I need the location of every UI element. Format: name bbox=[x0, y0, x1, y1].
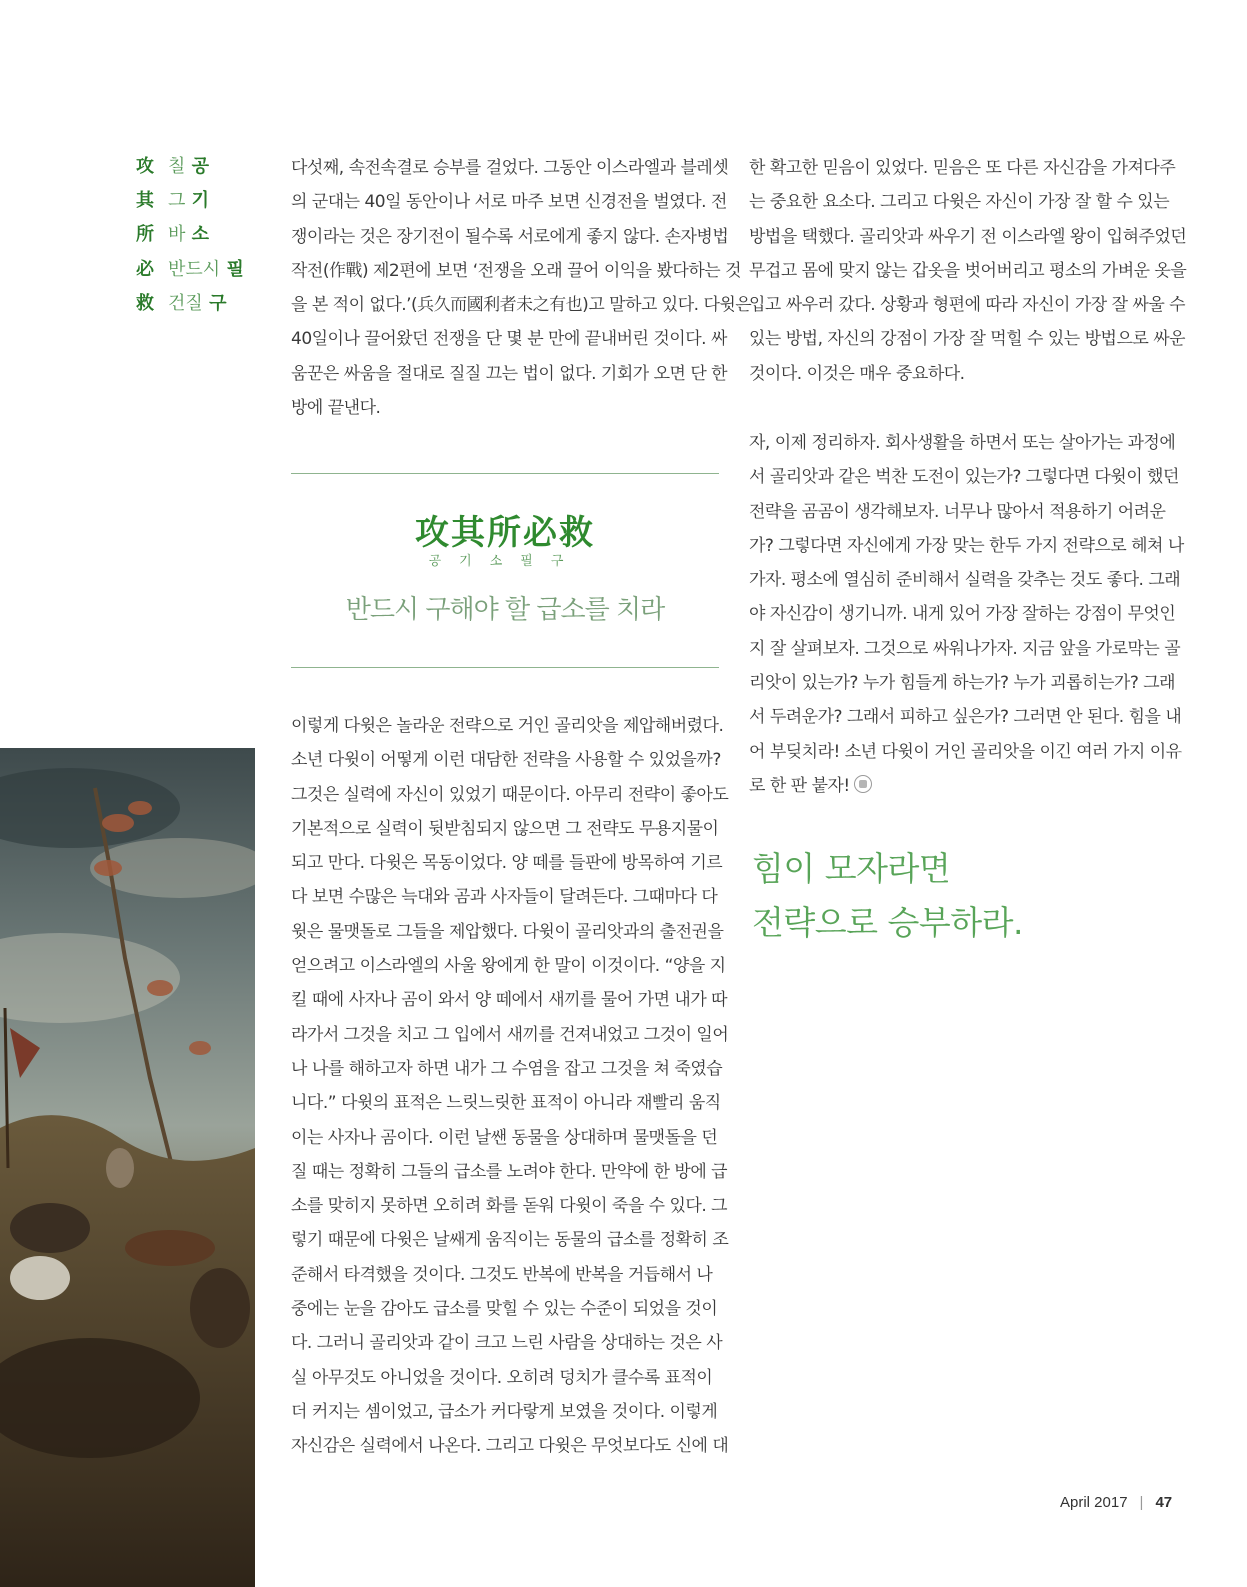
text-line: 자, 이제 정리하자. 회사생활을 하면서 또는 살아가는 과정에 bbox=[749, 433, 1176, 453]
gloss-reading: 필 bbox=[226, 258, 244, 280]
text-line: 라가서 그것을 치고 그 입에서 새끼를 건져내었고 그것이 일어 bbox=[291, 1024, 729, 1045]
gloss-reading: 소 bbox=[191, 224, 210, 246]
text-line: 얻으려고 이스라엘의 사울 왕에게 한 말이 이것이다. “양을 지 bbox=[291, 956, 726, 977]
pull-quote bbox=[752, 842, 1023, 950]
gloss-hanja: 其 bbox=[136, 190, 154, 212]
body-text-right-top bbox=[749, 151, 1186, 391]
text-line: 실 아무것도 아니었을 것이다. 오히려 덩치가 클수록 표적이 bbox=[291, 1367, 713, 1388]
gloss-meaning: 칠 bbox=[168, 156, 186, 177]
text-line: 다. 그러니 골리앗과 같이 크고 느린 사람을 상대하는 것은 사 bbox=[291, 1333, 723, 1354]
text-line: 다섯째, 속전속결로 승부를 걸었다. 그동안 이스라엘과 블레셋 bbox=[291, 158, 729, 178]
text-line: 소를 맞히지 못하면 오히려 화를 돋워 다윗이 죽을 수 있다. 그 bbox=[291, 1196, 728, 1217]
text-line: 는 중요한 요소다. 그리고 다윗은 자신이 가장 잘 할 수 있는 bbox=[749, 192, 1170, 213]
body-text-right-bottom bbox=[749, 426, 1184, 803]
text-line: 움꾼은 싸움을 절대로 질질 끄는 법이 없다. 기회가 오면 단 한 bbox=[291, 363, 728, 384]
text-line: 지 잘 살펴보자. 그것으로 싸워나가자. 지금 앞을 가로막는 골 bbox=[749, 638, 1181, 659]
text-line: 작전(作戰) 제2편에 보면 ‘전쟁을 오래 끌어 이익을 봤다하는 것 bbox=[291, 260, 741, 281]
gloss-row bbox=[136, 253, 266, 287]
text-line: 서 골리앗과 같은 벅찬 도전이 있는가? 그렇다면 다윗이 했던 bbox=[749, 467, 1179, 488]
gloss-row bbox=[136, 184, 266, 218]
text-line: 중에는 눈을 감아도 급소를 맞힐 수 있는 수준이 되었을 것이 bbox=[291, 1299, 718, 1320]
headline-reading: 공기소필구 bbox=[428, 554, 582, 569]
text-line: 질 때는 정확히 그들의 급소를 노려야 한다. 만약에 한 방에 급 bbox=[291, 1161, 728, 1182]
text-line: 나 나를 해하고자 하면 내가 그 수염을 잡고 그것을 쳐 죽였습 bbox=[291, 1058, 723, 1079]
pull-quote-line-1: 힘이 모자라면 bbox=[752, 849, 951, 888]
body-text-middle-top bbox=[291, 151, 751, 425]
gloss-meaning: 바 bbox=[168, 224, 186, 246]
gloss-hanja: 必 bbox=[136, 258, 154, 280]
gloss-row bbox=[136, 218, 266, 252]
body-text-middle-bottom bbox=[291, 709, 728, 1464]
end-mark-icon bbox=[854, 775, 872, 793]
text-line: 자신감은 실력에서 나온다. 그리고 다윗은 무엇보다도 신에 대 bbox=[291, 1436, 729, 1457]
issue-date: April 2017 bbox=[1060, 1494, 1128, 1511]
text-line: 방에 끝낸다. bbox=[291, 398, 381, 419]
text-line: 40일이나 끌어왔던 전쟁을 단 몇 분 만에 끝내버린 것이다. 싸 bbox=[291, 329, 727, 350]
text-line: 윗은 물맷돌로 그들을 제압했다. 다윗이 골리앗과의 출전권을 bbox=[291, 921, 724, 942]
gloss-reading: 구 bbox=[209, 292, 227, 314]
text-line: 다 보면 수많은 늑대와 곰과 사자들이 달려든다. 그때마다 다 bbox=[291, 887, 718, 908]
text-line: 기본적으로 실력이 뒷받침되지 않으면 그 전략도 무용지물이 bbox=[291, 818, 719, 839]
page-footer bbox=[1060, 1494, 1172, 1511]
text-line: 소년 다윗이 어떻게 이런 대담한 전략을 사용할 수 있었을까? bbox=[291, 750, 721, 771]
text-line-with-end-mark bbox=[749, 769, 1184, 803]
text-line: 준해서 타격했을 것이다. 그것도 반복에 반복을 거듭해서 나 bbox=[291, 1264, 713, 1285]
text-line: 전략을 곰곰이 생각해보자. 너무나 많아서 적용하기 어려운 bbox=[749, 501, 1166, 522]
page-number: 47 bbox=[1155, 1494, 1173, 1511]
gloss-reading: 공 bbox=[191, 156, 210, 177]
text-line: 그것은 실력에 자신이 있었기 때문이다. 아무리 전략이 좋아도 bbox=[291, 784, 729, 805]
text-line: 가자. 평소에 열심히 준비해서 실력을 갖추는 것도 좋다. 그래 bbox=[749, 570, 1181, 591]
painting-image bbox=[0, 748, 255, 1587]
text-line: 더 커지는 셈이었고, 급소가 커다랗게 보였을 것이다. 이렇게 bbox=[291, 1401, 718, 1422]
headline-subtitle: 반드시 구해야 할 급소를 치라 bbox=[345, 595, 665, 625]
gloss-hanja: 所 bbox=[136, 224, 154, 246]
text-line: 로 한 판 붙자! bbox=[749, 775, 850, 796]
gloss-meaning: 그 bbox=[168, 190, 186, 212]
text-line: 쟁이라는 것은 장기전이 될수록 서로에게 좋지 않다. 손자병법 bbox=[291, 226, 729, 247]
text-line: 무겁고 몸에 맞지 않는 갑옷을 벗어버리고 평소의 가벼운 옷을 bbox=[749, 260, 1187, 281]
text-line: 방법을 택했다. 골리앗과 싸우기 전 이스라엘 왕이 입혀주었던 bbox=[749, 226, 1187, 247]
text-line: 이는 사자나 곰이다. 이런 날쌘 동물을 상대하며 물맷돌을 던 bbox=[291, 1127, 718, 1148]
pull-quote-line-2: 전략으로 승부하라. bbox=[752, 903, 1024, 942]
text-line: 리앗이 있는가? 누가 힘들게 하는가? 누가 괴롭히는가? 그래 bbox=[749, 673, 1176, 694]
text-line: 야 자신감이 생기니까. 내게 있어 가장 잘하는 강점이 무엇인 bbox=[749, 604, 1176, 625]
text-line: 입고 싸우러 갔다. 상황과 형편에 따라 자신이 가장 잘 싸울 수 bbox=[749, 295, 1186, 316]
footer-separator: | bbox=[1139, 1494, 1144, 1511]
text-line: 을 본 적이 없다.’(兵久而國利者未之有也)고 말하고 있다. 다윗은 bbox=[291, 295, 752, 316]
text-line: 킬 때에 사자나 곰이 와서 양 떼에서 새끼를 물어 가면 내가 따 bbox=[291, 990, 728, 1011]
text-line: 한 확고한 믿음이 있었다. 믿음은 또 다른 자신감을 가져다주 bbox=[749, 158, 1176, 178]
text-line: 렇기 때문에 다윗은 날쌔게 움직이는 동물의 급소를 정확히 조 bbox=[291, 1230, 729, 1251]
divider-top bbox=[291, 473, 719, 474]
gloss-hanja: 救 bbox=[136, 292, 154, 314]
gloss-row bbox=[136, 287, 266, 321]
text-line: 의 군대는 40일 동안이나 서로 마주 보면 신경전을 벌였다. 전 bbox=[291, 192, 727, 213]
text-line: 니다.” 다윗의 표적은 느릿느릿한 표적이 아니라 재빨리 움직 bbox=[291, 1093, 721, 1114]
gloss-row bbox=[136, 150, 266, 184]
gloss-hanja: 攻 bbox=[136, 156, 154, 177]
text-line: 것이다. 이것은 매우 중요하다. bbox=[749, 363, 965, 384]
divider-bottom bbox=[291, 667, 719, 668]
gloss-meaning: 반드시 bbox=[168, 258, 221, 280]
text-line: 서 두려운가? 그래서 피하고 싶은가? 그러면 안 된다. 힘을 내 bbox=[749, 707, 1182, 728]
headline-hanja: 攻其所必救 bbox=[415, 513, 595, 553]
text-line: 가? 그렇다면 자신에게 가장 맞는 한두 가지 전략으로 헤쳐 나 bbox=[749, 535, 1184, 556]
text-line: 되고 만다. 다윗은 목동이었다. 양 떼를 들판에 방목하여 기르 bbox=[291, 853, 723, 874]
gloss-meaning: 건질 bbox=[168, 292, 203, 314]
hanja-gloss bbox=[136, 150, 266, 321]
gloss-reading: 기 bbox=[191, 190, 210, 212]
battle-landscape-painting bbox=[0, 748, 255, 1587]
text-line: 이렇게 다윗은 놀라운 전략으로 거인 골리앗을 제압해버렸다. bbox=[291, 716, 724, 736]
text-line: 있는 방법, 자신의 강점이 가장 잘 먹힐 수 있는 방법으로 싸운 bbox=[749, 329, 1186, 350]
text-line: 어 부딪치라! 소년 다윗이 거인 골리앗을 이긴 여러 가지 이유 bbox=[749, 741, 1182, 762]
